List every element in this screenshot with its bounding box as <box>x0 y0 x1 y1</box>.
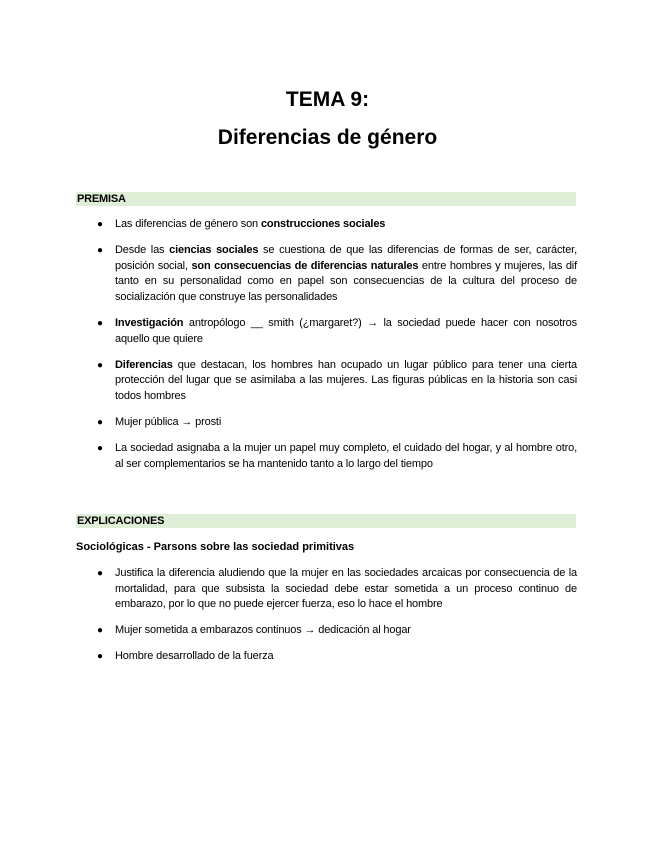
bullet-icon: ● <box>97 317 103 329</box>
list-item: ● Diferencias que destacan, los hombres han ocupado un lugar público para tener una cierta protección del lugar que se asimilaba a las mujeres. Las figuras públicas en la historia son casi todos hombres <box>97 358 577 402</box>
section-heading-premisa: PREMISA <box>76 192 576 206</box>
list-item: ● Hombre desarrollado de la fuerza <box>0 649 577 665</box>
bullet-icon: ● <box>97 359 103 371</box>
list-item: ● Mujer pública → prosti <box>0 415 577 431</box>
list-item: ● La sociedad asignaba a la mujer un papel muy completo, el cuidado del hogar, y al hombre otro, al ser complementarios se ha mantenido tanto a lo largo del tiempo <box>97 442 577 470</box>
list-item: ● Las diferencias de género son construcciones sociales <box>0 217 577 233</box>
bullet-icon: ● <box>97 568 103 579</box>
explicaciones-list <box>0 566 577 675</box>
bullet-icon: ● <box>97 245 103 257</box>
bullet-icon: ● <box>97 651 103 663</box>
list-item: ● Justifica la diferencia aludiendo que la mujer en las sociedades arcaicas por consecuencia de la mortalidad, para que subsista la sociedad debe estar sometida a un proceso continuo de embarazo, por lo que no puede ejercer fuerza, eso lo hace el hombre <box>97 567 577 611</box>
premisa-list <box>0 217 577 483</box>
bullet-icon: ● <box>97 219 103 230</box>
list-item: ● Mujer sometida a embarazos continuos → dedicación al hogar <box>0 623 577 639</box>
subheading-sociologicas: Sociológicas - Parsons sobre las sociedad primitivas <box>76 541 355 553</box>
list-item: ● Desde las ciencias sociales se cuestiona de que las diferencias de formas de ser, carácter, posición social, son consecuencias de diferencias naturales entre hombres y mujeres, las dif tanto en su personalidad como en papel son consecuencias de la cultura del proceso de socialización que construye las personalidades <box>97 244 577 303</box>
section-heading-explicaciones: EXPLICACIONES <box>76 514 576 528</box>
page-title-line1: TEMA 9: <box>285 88 370 111</box>
bullet-icon: ● <box>97 416 103 428</box>
bullet-icon: ● <box>97 443 103 455</box>
page-title-line2: Diferencias de género <box>217 126 438 149</box>
list-item: ● Investigación antropólogo __ smith (¿margaret?) → la sociedad puede hacer con nosotros aquello que quiere <box>97 316 577 345</box>
bullet-icon: ● <box>97 625 103 637</box>
